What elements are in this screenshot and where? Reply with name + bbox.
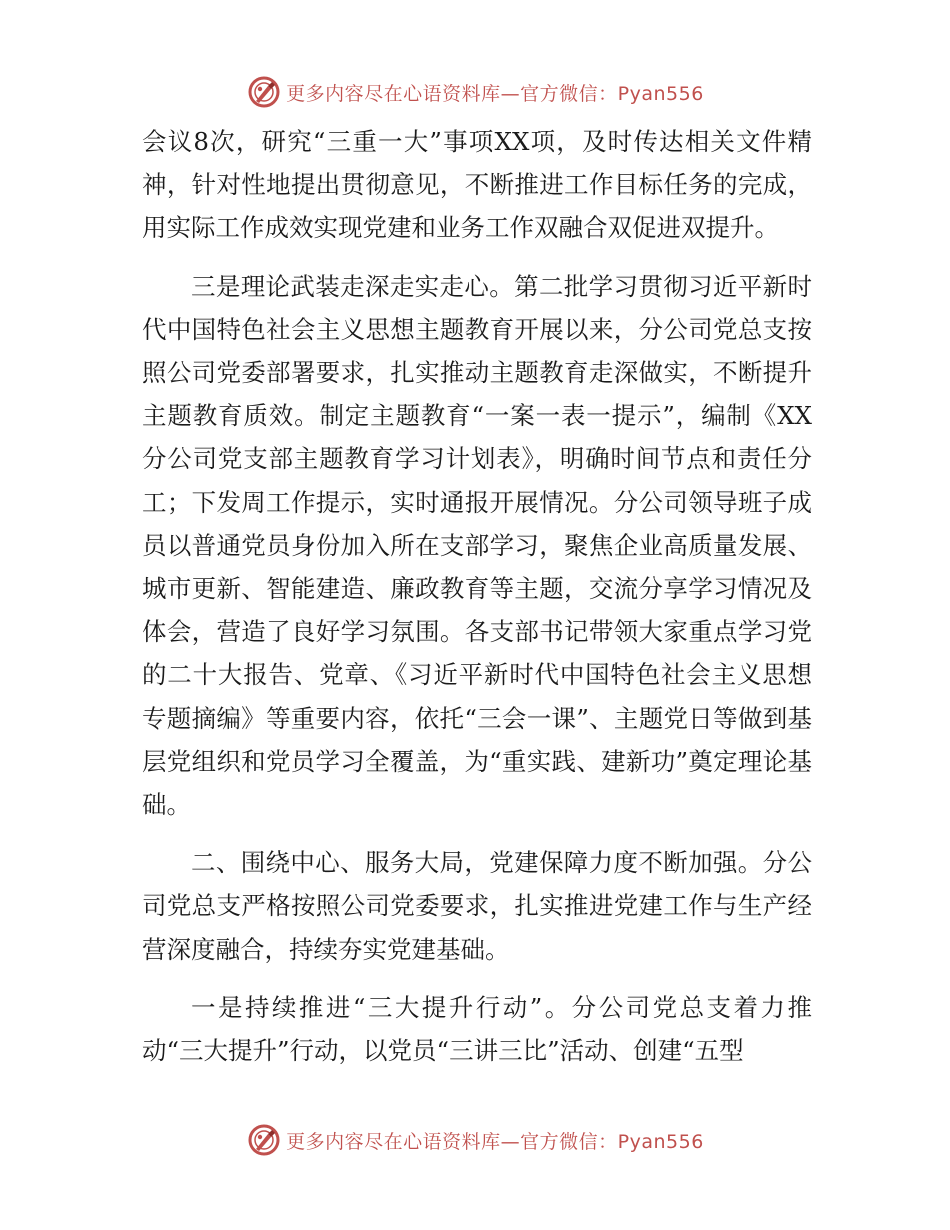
paragraph-2: 三是理论武装走深走实走心。第二批学习贯彻习近平新时代中国特色社会主义思想主题教育开展以来，分公司党总支按照公司党委部署要求，扎实推动主题教育走深做实，不断提升主题教育质效。制定主题教育“一案一表一提示”，编制《XX分公司党支部主题教育学习计划表》，明确时间节点和责任分工；下发周工作提示，实时通报开展情况。分公司领导班子成员以普通党员身份加入所在支部学习，聚焦企业高质量发展、城市更新、智能建造、廉政教育等主题，交流分享学习情况及体会，营造了良好学习氛围。各支部书记带领大家重点学习党的二十大报告、党章、《习近平新时代中国特色社会主义思想专题摘编》等重要内容，依托“三会一课”、主题党日等做到基层党组织和党员学习全覆盖，为“重实践、建新功”奠定理论基础。 (142, 271, 812, 820)
footer-watermark (0, 1120, 950, 1160)
watermark-text: 更多内容尽在心语资料库—官方微信：Pyan556 (286, 82, 704, 105)
pen-circle-logo-icon (246, 74, 282, 110)
paragraph-4: 一是持续推进“三大提升行动”。分公司党总支着力推动“三大提升”行动，以党员“三讲三比”活动、创建“五型 (142, 992, 812, 1066)
paragraph-3: 二、围绕中心、服务大局，党建保障力度不断加强。分公司党总支严格按照公司党委要求，扎实推进党建工作与生产经营深度融合，持续夯实党建基础。 (142, 848, 812, 964)
header-watermark (0, 72, 950, 112)
document-body (142, 120, 812, 1072)
paragraph-1: 会议8次，研究“三重一大”事项XX项，及时传达相关文件精神，针对性地提出贯彻意见，不断推进工作目标任务的完成，用实际工作成效实现党建和业务工作双融合双促进双提升。 (142, 127, 812, 243)
watermark-text: 更多内容尽在心语资料库—官方微信：Pyan556 (286, 1130, 704, 1153)
pen-circle-logo-icon (246, 1122, 282, 1158)
